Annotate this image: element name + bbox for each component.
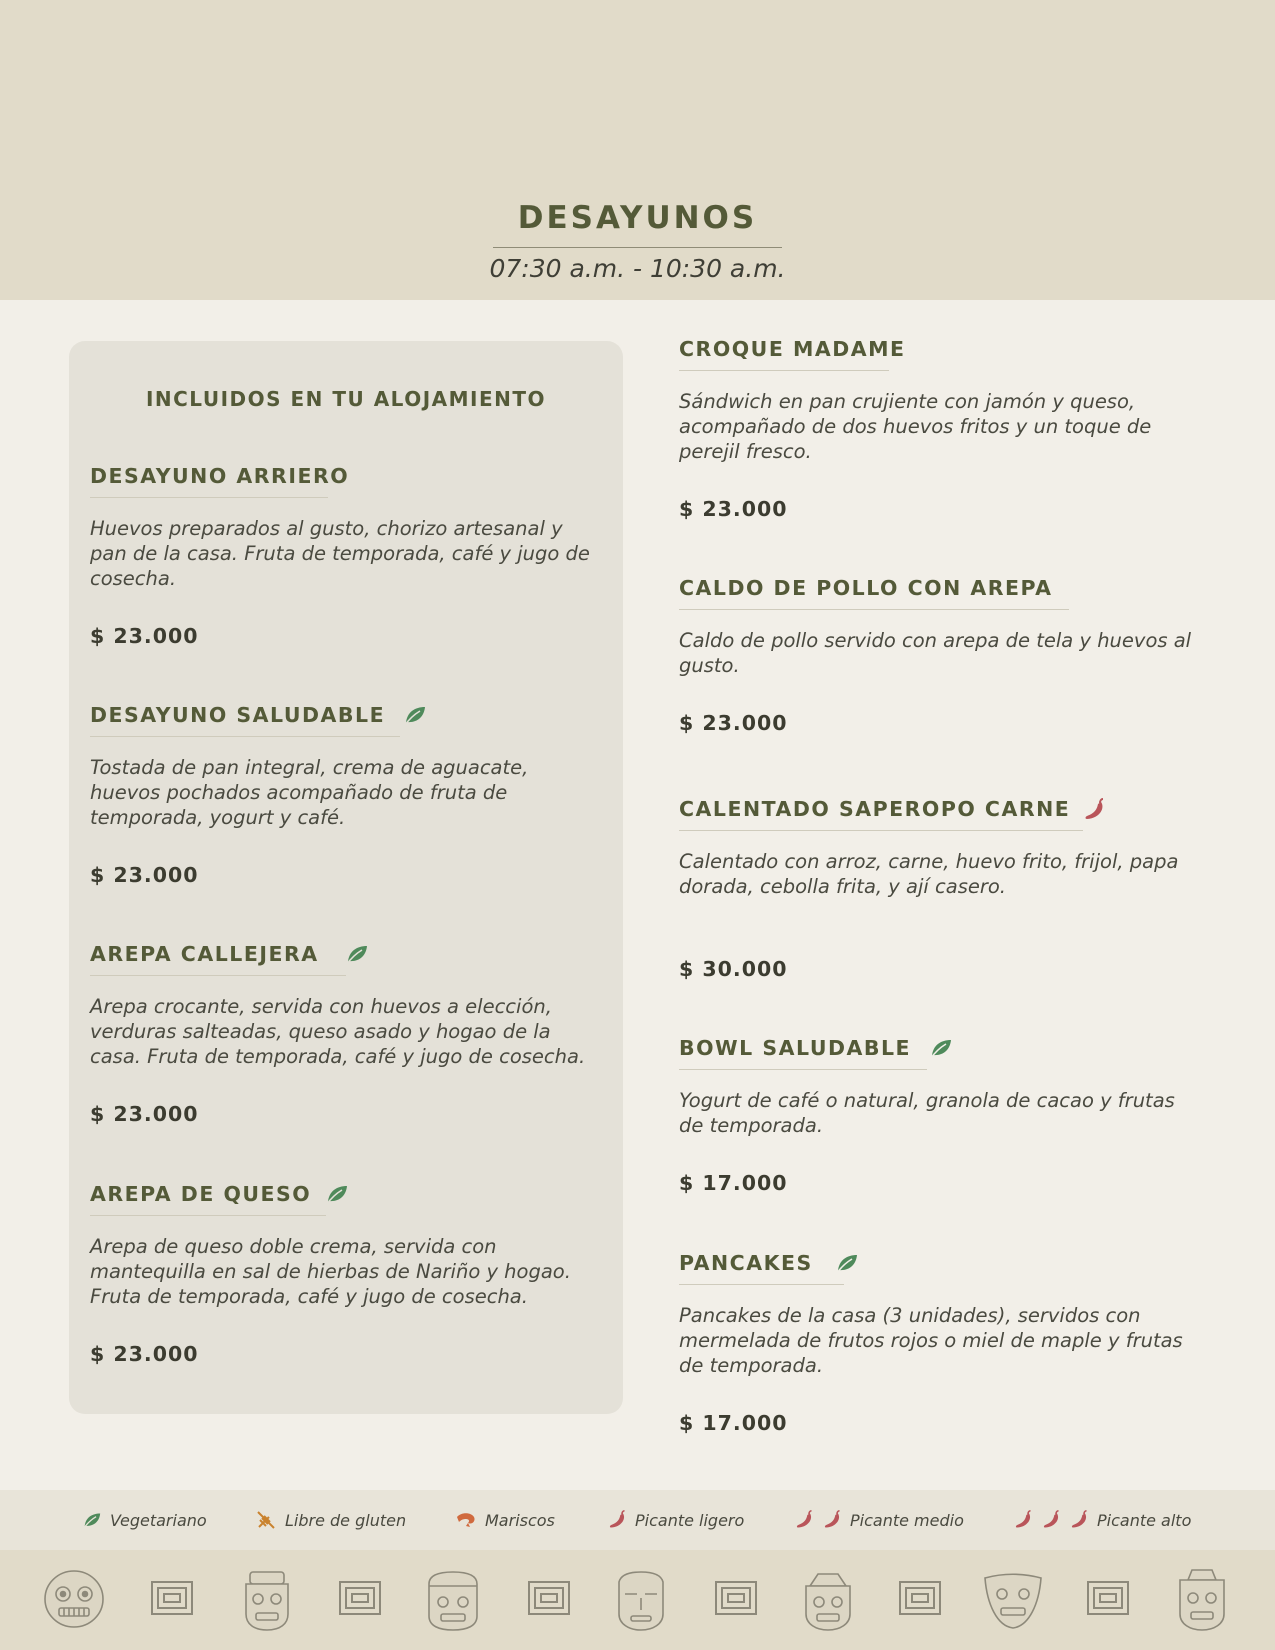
legend-item-mariscos bbox=[455, 1508, 555, 1532]
menu-item-description: Pancakes de la casa (3 unidades), servidos con mermelada de frutos rojos o miel de maple y frutas de temporada. bbox=[679, 1304, 1183, 1377]
menu-item-name: PANCAKES bbox=[679, 1251, 813, 1275]
spiral-icon bbox=[1086, 1580, 1130, 1616]
item-divider bbox=[90, 497, 328, 498]
menu-item-price: $ 23.000 bbox=[679, 497, 788, 521]
page-title: DESAYUNOS bbox=[517, 200, 758, 236]
menu-item-price: $ 23.000 bbox=[90, 1102, 199, 1126]
mask-icon bbox=[611, 1570, 671, 1632]
leaf-icon bbox=[835, 1252, 859, 1274]
legend-item-libre-de-gluten bbox=[255, 1508, 406, 1532]
legend-label: Picante alto bbox=[1097, 1510, 1192, 1530]
menu-item-price: $ 23.000 bbox=[90, 863, 199, 887]
item-divider bbox=[90, 975, 346, 976]
chili-icon bbox=[1041, 1510, 1061, 1530]
menu-item-description: Huevos preparados al gusto, chorizo artesanal y pan de la casa. Fruta de temporada, café y jugo de cosecha. bbox=[90, 517, 590, 590]
menu-item-name: AREPA CALLEJERA bbox=[90, 942, 319, 966]
item-divider bbox=[90, 1215, 326, 1216]
mask-icon bbox=[983, 1572, 1043, 1630]
menu-item-price: $ 17.000 bbox=[679, 1171, 788, 1195]
spiral-icon bbox=[150, 1580, 194, 1616]
legend-label: Picante ligero bbox=[635, 1510, 745, 1530]
title-divider bbox=[493, 247, 782, 248]
legend-item-picante-medio bbox=[794, 1508, 964, 1532]
menu-item-name: CALDO DE POLLO CON AREPA bbox=[679, 576, 1053, 600]
spiral-icon bbox=[338, 1580, 382, 1616]
item-divider bbox=[679, 370, 889, 371]
menu-item-price: $ 23.000 bbox=[90, 1342, 199, 1366]
item-divider bbox=[90, 736, 400, 737]
mask-icon bbox=[240, 1570, 294, 1632]
menu-item-description: Caldo de pollo servido con arepa de tela y huevos al gusto. bbox=[679, 629, 1192, 677]
chili-icon bbox=[1013, 1510, 1033, 1530]
legend-label: Libre de gluten bbox=[285, 1510, 407, 1530]
menu-item-price: $ 23.000 bbox=[679, 711, 788, 735]
item-divider bbox=[679, 1284, 844, 1285]
chili-icon bbox=[794, 1510, 814, 1530]
menu-item-caldo-de-pollo bbox=[679, 574, 1204, 735]
leaf-icon bbox=[929, 1037, 953, 1059]
mask-icon bbox=[423, 1570, 483, 1632]
menu-item-calentado-saperopo bbox=[679, 795, 1204, 981]
chili-icon bbox=[1082, 798, 1106, 820]
icon-legend bbox=[0, 1490, 1275, 1550]
spiral-icon bbox=[898, 1580, 942, 1616]
menu-item-price: $ 23.000 bbox=[90, 624, 199, 648]
leaf-icon bbox=[403, 704, 427, 726]
legend-item-vegetariano bbox=[82, 1508, 207, 1532]
menu-item-arepa-de-queso bbox=[90, 1180, 600, 1366]
menu-item-price: $ 30.000 bbox=[679, 957, 788, 981]
menu-item-description: Arepa crocante, servida con huevos a elección, verduras salteadas, queso asado y hogao de la casa. Fruta de temporada, café y jugo de cosecha. bbox=[90, 995, 586, 1068]
menu-item-description: Yogurt de café o natural, granola de cacao y frutas de temporada. bbox=[679, 1089, 1175, 1137]
decorative-footer bbox=[0, 1550, 1275, 1650]
legend-item-picante-ligero bbox=[607, 1508, 744, 1532]
leaf-icon bbox=[82, 1511, 102, 1529]
legend-item-picante-alto bbox=[1013, 1508, 1191, 1532]
menu-item-description: Calentado con arroz, carne, huevo frito, frijol, papa dorada, cebolla frita, y ají casero. bbox=[679, 850, 1179, 898]
menu-item-desayuno-saludable bbox=[90, 701, 560, 887]
included-panel-title: INCLUIDOS EN TU ALOJAMIENTO bbox=[145, 387, 547, 411]
shrimp-icon bbox=[455, 1510, 477, 1530]
chili-icon bbox=[822, 1510, 842, 1530]
menu-item-pancakes bbox=[679, 1249, 1199, 1435]
header-band bbox=[0, 0, 1275, 300]
leaf-icon bbox=[345, 943, 369, 965]
mask-icon bbox=[800, 1570, 856, 1632]
legend-label: Picante medio bbox=[850, 1510, 964, 1530]
chili-icon bbox=[1069, 1510, 1089, 1530]
menu-item-name: CALENTADO SAPEROPO CARNE bbox=[679, 797, 1071, 821]
menu-item-name: DESAYUNO ARRIERO bbox=[90, 464, 350, 488]
menu-item-bowl-saludable bbox=[679, 1034, 1199, 1195]
menu-item-name: CROQUE MADAME bbox=[679, 337, 906, 361]
gluten-free-icon bbox=[255, 1509, 277, 1531]
legend-label: Mariscos bbox=[485, 1510, 555, 1530]
menu-item-arepa-callejera bbox=[90, 940, 600, 1126]
legend-label: Vegetariano bbox=[110, 1510, 207, 1530]
item-divider bbox=[679, 830, 1083, 831]
chili-icon bbox=[607, 1510, 627, 1530]
leaf-icon bbox=[325, 1183, 349, 1205]
menu-item-description: Arepa de queso doble crema, servida con mantequilla en sal de hierbas de Nariño y hogao. Fruta de temporada, café y jugo de cosecha. bbox=[90, 1235, 571, 1308]
mask-icon bbox=[1172, 1568, 1232, 1632]
menu-item-name: AREPA DE QUESO bbox=[90, 1182, 312, 1206]
spiral-icon bbox=[527, 1580, 571, 1616]
item-divider bbox=[679, 609, 1069, 610]
mask-icon bbox=[42, 1568, 106, 1630]
item-divider bbox=[679, 1069, 927, 1070]
menu-item-name: DESAYUNO SALUDABLE bbox=[90, 703, 386, 727]
menu-item-description: Sándwich en pan crujiente con jamón y queso, acompañado de dos huevos fritos y un toque de perejil fresco. bbox=[679, 390, 1152, 463]
service-hours: 07:30 a.m. - 10:30 a.m. bbox=[489, 254, 786, 283]
menu-item-croque-madame bbox=[679, 335, 1179, 521]
menu-item-desayuno-arriero bbox=[90, 462, 590, 648]
spiral-icon bbox=[714, 1580, 758, 1616]
menu-item-price: $ 17.000 bbox=[679, 1411, 788, 1435]
menu-item-description: Tostada de pan integral, crema de aguacate, huevos pochados acompañado de fruta de temporada, yogurt y café. bbox=[90, 756, 529, 829]
menu-item-name: BOWL SALUDABLE bbox=[679, 1036, 912, 1060]
